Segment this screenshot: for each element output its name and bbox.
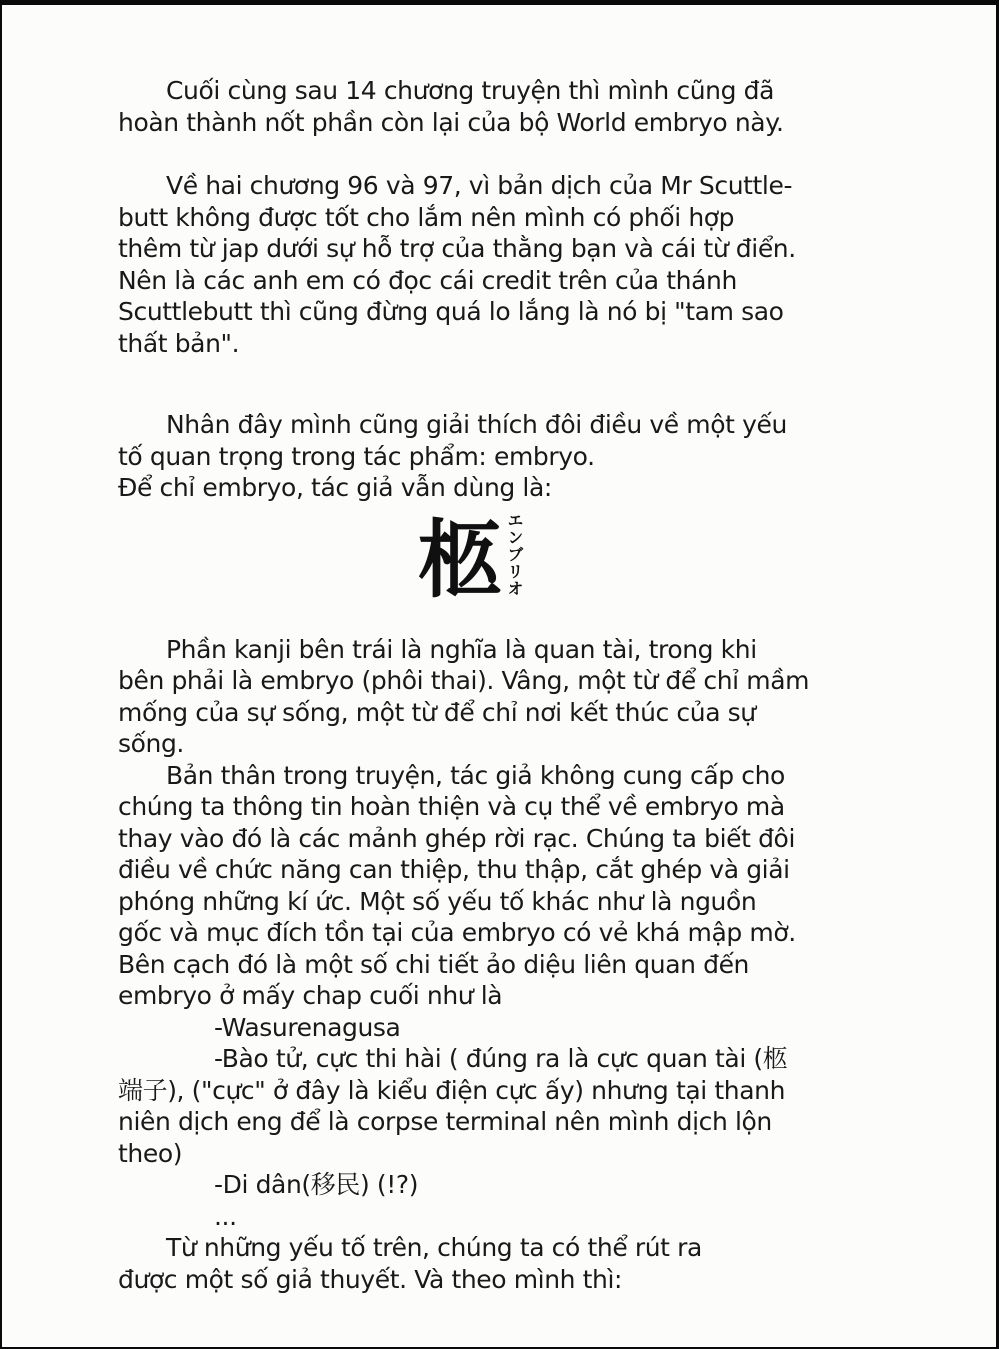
text-line: Từ những yếu tố trên, chúng ta có thể rút ra (166, 1233, 702, 1262)
text-line: điều về chức năng can thiệp, thu thập, cắt ghép và giải (118, 855, 790, 884)
paragraph-gap (118, 359, 936, 409)
kanji-figure (118, 510, 826, 618)
text-line: hoàn thành nốt phần còn lại của bộ World embryo này. (118, 107, 784, 137)
text-line: Bên cạch đó là một số chi tiết ảo diệu liên quan đến (118, 949, 750, 979)
text-line: theo) (118, 1138, 183, 1168)
text-line: butt không được tốt cho lắm nên mình có phối hợp (118, 202, 735, 232)
text-line: niên dịch eng để là corpse terminal nên mình dịch lộn (118, 1107, 772, 1136)
kanji-furigana: エンブリオ (505, 511, 524, 597)
kanji-character: 柩 (417, 510, 502, 609)
text-line: Nên là các anh em có đọc cái credit trên của thánh (118, 265, 737, 295)
text-line: Nhân đây mình cũng giải thích đôi điều về một yếu (166, 410, 787, 439)
text-line: gốc và mục đích tồn tại của embryo có vẻ khá mập mờ. (118, 918, 796, 947)
text-line: phóng những kí ức. Một số yếu tố khác như là nguồn (118, 886, 757, 916)
text-line: thêm từ jap dưới sự hỗ trợ của thằng bạn và cái từ điển. (118, 234, 796, 263)
text-line: Để chỉ embryo, tác giả vẫn dùng là: (118, 473, 552, 502)
text-line: -Wasurenagusa (214, 1012, 401, 1042)
note-body (2, 5, 996, 1295)
text-line: mống của sự sống, một từ để chỉ nơi kết thúc của sự (118, 697, 756, 727)
text-line: -Bào tử, cực thi hài ( đúng ra là cực quan tài (柩 (214, 1044, 788, 1073)
text-line: thất bản". (118, 328, 240, 358)
text-line: chúng ta thông tin hoàn thiện và cụ thể về embryo mà (118, 792, 785, 821)
text-line: Phần kanji bên trái là nghĩa là quan tài, trong khi (166, 634, 757, 664)
text-line: sống. (118, 729, 184, 758)
text-line: -Di dân(移民) (!?) (214, 1170, 419, 1199)
text-line: bên phải là embryo (phôi thai). Vâng, một từ để chỉ mầm (118, 666, 810, 695)
text-line: thay vào đó là các mảnh ghép rời rạc. Chúng ta biết đôi (118, 823, 795, 853)
text-line: Scuttlebutt thì cũng đừng quá lo lắng là nó bị "tam sao (118, 297, 784, 326)
text-line: Bản thân trong truyện, tác giả không cung cấp cho (166, 760, 785, 790)
text-line: 端子), ("cực" ở đây là kiểu điện cực ấy) nhưng tại thanh (118, 1075, 786, 1105)
text-line: ... (214, 1201, 237, 1231)
text-line: Cuối cùng sau 14 chương truyện thì mình cũng đã (166, 76, 775, 105)
text-line: tố quan trọng trong tác phẩm: embryo. (118, 441, 595, 471)
paragraph-gap (118, 138, 936, 170)
text-line: được một số giả thuyết. Và theo mình thì: (118, 1264, 623, 1294)
text-line: Về hai chương 96 và 97, vì bản dịch của Mr Scuttle- (166, 171, 793, 200)
text-line: embryo ở mấy chap cuối như là (118, 981, 503, 1010)
